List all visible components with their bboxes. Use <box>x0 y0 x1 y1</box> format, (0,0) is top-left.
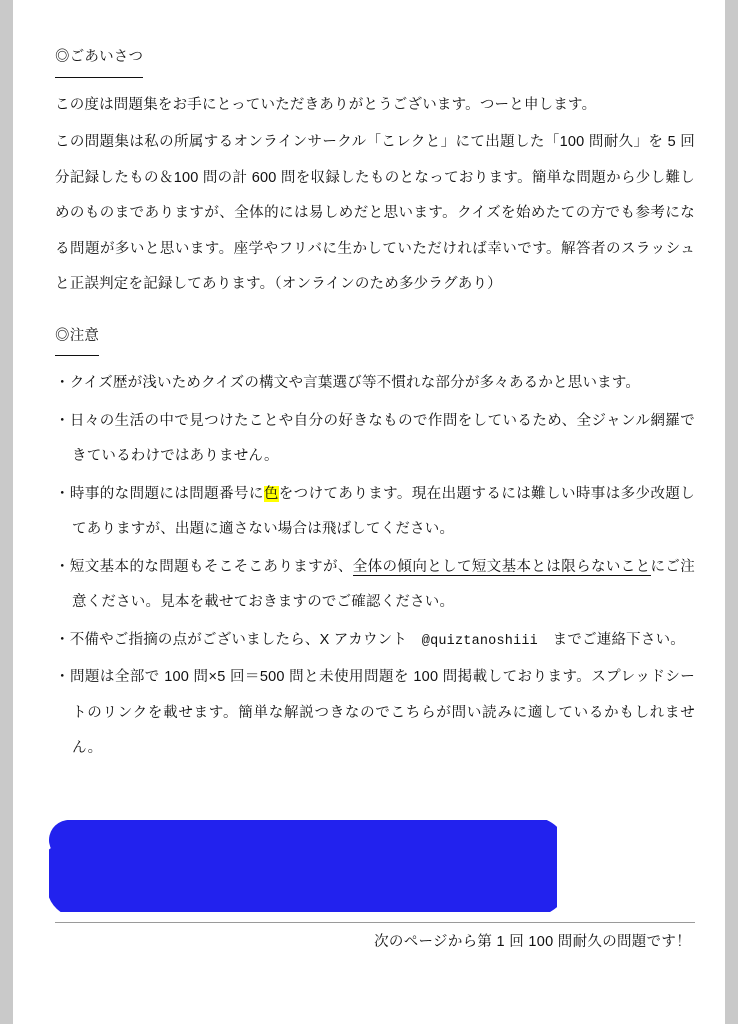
list-item <box>55 660 695 767</box>
list-item-text-cont: をつけてあります。現在出題するには難しい時事は多少改題してありますが、出題に適さない場合は飛ばしてください。 <box>72 485 696 538</box>
section-greeting-heading: ◎ごあいさつ <box>55 40 143 78</box>
highlighted-text: 色 <box>263 485 279 502</box>
list-item-text-cont: にご注意ください。見本を載せておきますのでご確認ください。 <box>72 558 695 611</box>
list-item <box>55 623 695 659</box>
list-bullet: ・ <box>55 412 70 429</box>
footer-note: 次のページから第 1 回 100 問耐久の問題です！ <box>374 934 691 950</box>
list-bullet: ・ <box>55 669 70 686</box>
footer-divider <box>55 922 695 923</box>
list-item-text: 短文基本的な問題もそこそこありますが、 <box>69 558 353 575</box>
section-notice-heading-wrap <box>55 319 695 363</box>
list-item-text: クイズ歴が浅いためクイズの構文や言葉選び等不慣れな部分が多々あるかと思います。 <box>69 375 641 392</box>
x-account-handle: @quiztanoshiii <box>421 633 538 649</box>
list-item-text: 日々の生活の中で見つけたことや自分の好きなもので作問をしているため、全ジャンル網羅できているわけではありません。 <box>69 412 695 465</box>
notice-list <box>55 366 695 767</box>
greeting-paragraph-2: この問題集は私の所属するオンラインサークル「こレクと」にて出題した「100 問耐久」を 5 回分記録したもの＆100 問の計 600 問を収録したものとなっております。簡単な問題から少し難しめのものまでありますが、全体的には易しめだと思います。クイズを始めたての方でも参考になる問題が多いと思います。座学やフリバに生かしていただければ幸いです。解答者のスラッシュと正誤判定を記録してあります。（オンラインのため多少ラグあり） <box>55 134 695 293</box>
list-item <box>55 404 695 475</box>
list-item <box>55 550 695 621</box>
list-item-text: 時事的な問題には問題番号に <box>69 485 264 502</box>
document-page <box>13 0 725 1024</box>
list-item <box>55 366 695 402</box>
greeting-paragraph-1: この度は問題集をお手にとっていただきありがとうございます。つーと申します。 <box>55 96 597 113</box>
section-spacer <box>55 305 695 319</box>
list-item-text: 問題は全部で 100 問×5 回＝500 問と未使用問題を 100 問掲載しております。スプレッドシートのリンクを載せます。簡単な解説つきなのでこちらが問い読みに適しているかもしれません。 <box>69 669 695 757</box>
list-bullet: ・ <box>55 558 70 575</box>
list-bullet: ・ <box>55 375 70 392</box>
section-greeting-heading-wrap <box>55 40 695 84</box>
list-item <box>55 477 695 548</box>
list-item-text-cont: までご連絡下さい。 <box>537 631 685 648</box>
document-body <box>55 40 695 767</box>
list-bullet: ・ <box>55 631 70 648</box>
list-item-text: 不備やご指摘の点がございましたら、X アカウント <box>69 631 422 648</box>
underlined-text: 全体の傾向として短文基本とは限らないこと <box>352 558 651 575</box>
list-bullet: ・ <box>55 485 70 502</box>
section-notice-heading: ◎注意 <box>55 319 99 357</box>
redaction-scribble <box>49 820 557 912</box>
